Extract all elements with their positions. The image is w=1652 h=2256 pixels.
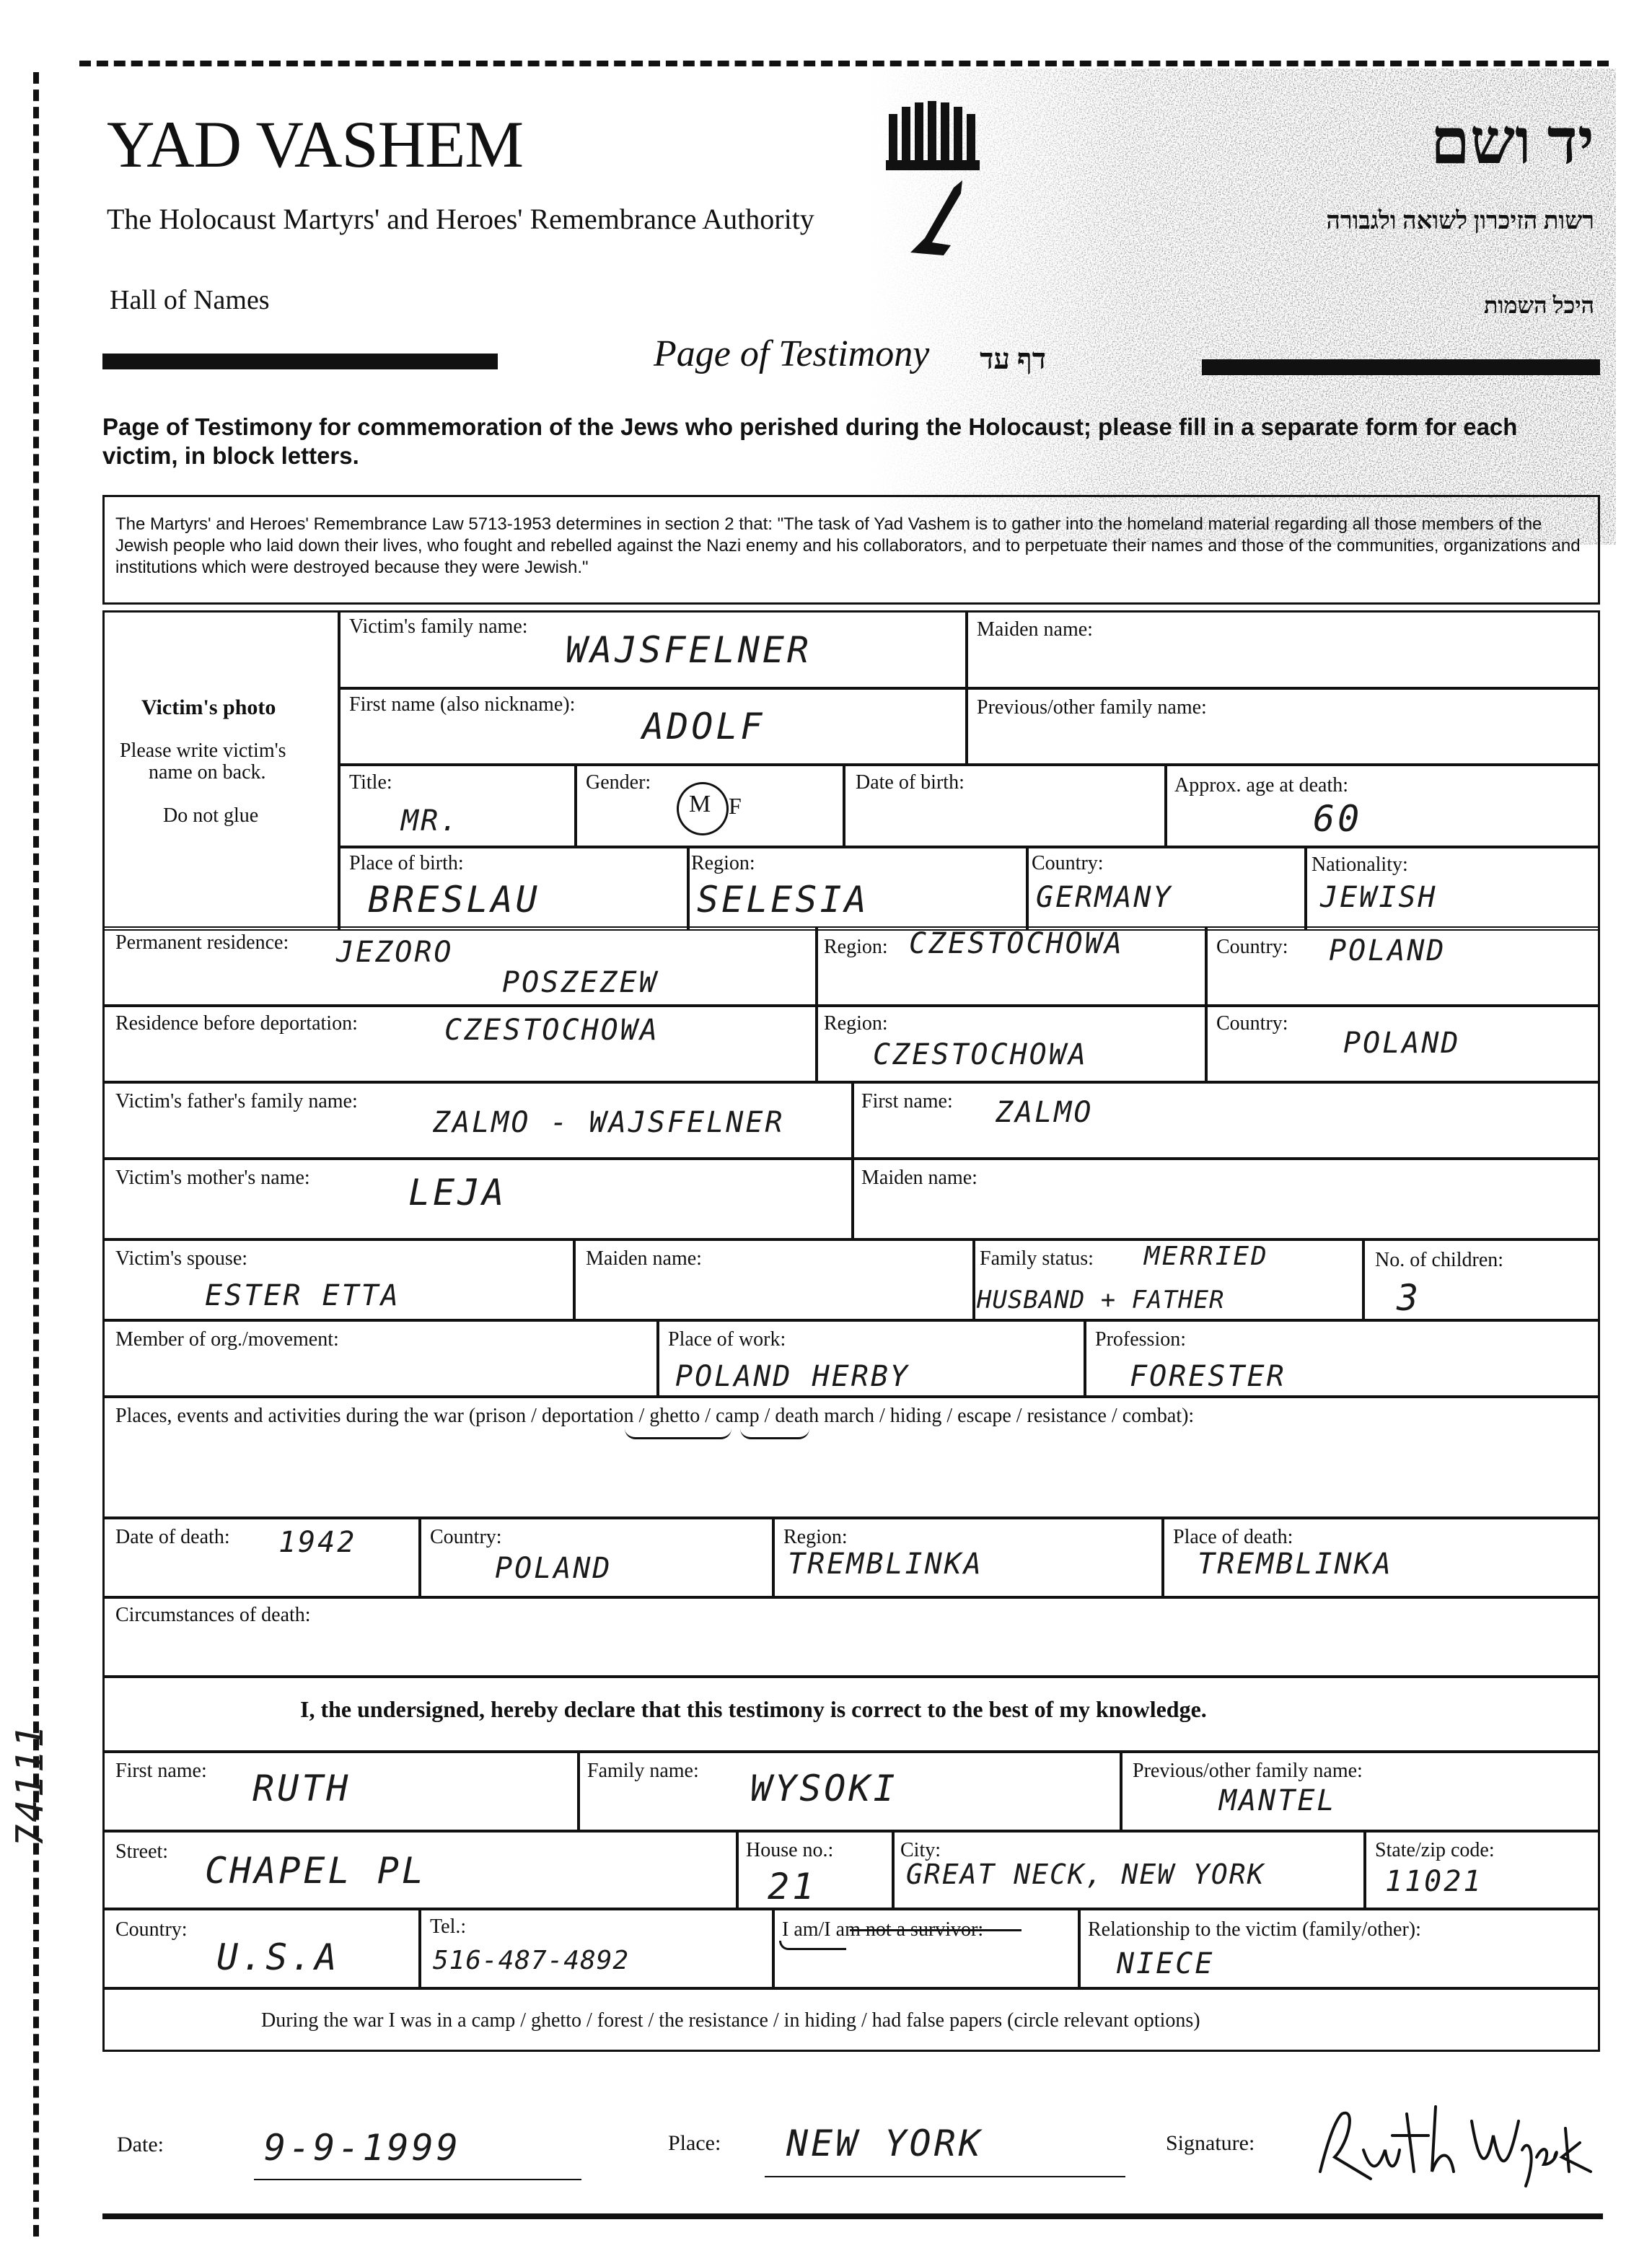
children-label: No. of children: xyxy=(1375,1249,1504,1271)
res-country-value: POLAND xyxy=(1343,1027,1461,1060)
gender-f: F xyxy=(729,793,742,819)
pob-value: BRESLAU xyxy=(368,879,540,921)
family-name-label: Victim's family name: xyxy=(349,615,528,638)
sub-prev-label: Previous/other family name: xyxy=(1133,1760,1363,1782)
children-value: 3 xyxy=(1397,1277,1422,1319)
photo-title: Victim's photo xyxy=(141,695,276,719)
profession-value: FORESTER xyxy=(1130,1360,1286,1393)
spouse-maiden-label: Maiden name: xyxy=(586,1247,702,1270)
left-dashed-border xyxy=(33,72,39,2237)
spouse-label: Victim's spouse: xyxy=(115,1247,248,1270)
law-text: The Martyrs' and Heroes' Remembrance Law 5713-1953 determines in section 2 that: "The task of Yad Vashem is to gather into the homeland material regarding all those members of the Jewish people who laid down their lives, who fought and rebelled against the Nazi enemy and his collaborators, and to perpetuate their names and those of the communities, organizations and institutions which were destroyed because they were Jewish." xyxy=(115,514,1581,577)
perm-country-label: Country: xyxy=(1216,936,1288,958)
country-label: Country: xyxy=(115,1918,188,1941)
pob-country-value: GERMANY xyxy=(1036,881,1173,914)
title-label: Title: xyxy=(349,771,392,794)
hebrew-name: יד ושם xyxy=(1430,107,1594,177)
title-value: MR. xyxy=(401,804,460,838)
maiden-name-label: Maiden name: xyxy=(977,618,1093,641)
family-name-value: WAJSFELNER xyxy=(566,629,812,671)
photo-line2: name on back. xyxy=(149,761,266,784)
place-label: Place: xyxy=(668,2131,721,2155)
place-death-value: TREMBLINKA xyxy=(1198,1548,1393,1581)
place-work-label: Place of work: xyxy=(668,1328,786,1351)
street-label: Street: xyxy=(115,1840,169,1863)
age-value: 60 xyxy=(1313,798,1363,840)
place-work-value: POLAND HERBY xyxy=(675,1360,910,1393)
survivor-label: I am/I am not a survivor: xyxy=(782,1918,984,1941)
relationship-value: NIECE xyxy=(1117,1947,1215,1980)
first-name-label: First name (also nickname): xyxy=(349,693,576,716)
death-country-value: POLAND xyxy=(495,1552,612,1585)
pob-country-label: Country: xyxy=(1032,852,1104,874)
nationality-value: JEWISH xyxy=(1320,881,1438,914)
death-country-label: Country: xyxy=(430,1526,502,1548)
res-region-label: Region: xyxy=(824,1012,888,1035)
survivor-strikethrough xyxy=(850,1929,1021,1931)
during-war-label: During the war I was in a camp / ghetto / forest / the resistance / in hiding / had false papers (circle relevant options) xyxy=(261,2009,1200,2032)
city-value: GREAT NECK, NEW YORK xyxy=(906,1858,1265,1890)
zip-label: State/zip code: xyxy=(1375,1839,1495,1861)
death-region-label: Region: xyxy=(783,1526,848,1548)
member-label: Member of org./movement: xyxy=(115,1328,339,1351)
relationship-label: Relationship to the victim (family/other): xyxy=(1088,1918,1421,1941)
top-dashed-border xyxy=(79,61,1609,66)
date-death-label: Date of death: xyxy=(115,1526,230,1548)
ghetto-underline xyxy=(740,1428,809,1439)
form-title: Page of Testimony xyxy=(654,333,930,374)
org-subtitle: The Holocaust Martyrs' and Heroes' Remembrance Authority xyxy=(107,203,814,235)
pob-region-value: SELESIA xyxy=(697,879,869,921)
gender-m: M xyxy=(689,791,711,817)
profession-label: Profession: xyxy=(1095,1328,1186,1351)
perm-res-line2: POSZEZEW xyxy=(502,966,659,999)
photo-line1: Please write victim's xyxy=(120,739,286,762)
perm-region-label: Region: xyxy=(824,936,888,958)
pob-region-label: Region: xyxy=(691,852,755,874)
gender-label: Gender: xyxy=(586,771,651,794)
perm-res-line1: JEZORO xyxy=(336,936,454,969)
house-value: 21 xyxy=(768,1866,817,1908)
perm-country-value: POLAND xyxy=(1329,934,1446,967)
bottom-bar xyxy=(102,2213,1603,2219)
age-label: Approx. age at death: xyxy=(1174,774,1349,796)
house-label: House no.: xyxy=(746,1839,834,1861)
places-label: Places, events and activities during the war (prison / deportation / ghetto / camp / death march / hiding / escape / resistance / combat): xyxy=(115,1405,1195,1427)
hebrew-hall: היכל השמות xyxy=(1483,292,1594,318)
street-value: CHAPEL PL xyxy=(205,1850,426,1892)
hebrew-subtitle: רשות הזיכרון לשואה ולגבורה xyxy=(1326,208,1594,234)
mother-label: Victim's mother's name: xyxy=(115,1167,310,1189)
father-first-value: ZALMO xyxy=(996,1096,1094,1129)
city-label: City: xyxy=(900,1839,941,1861)
father-first-cell[interactable] xyxy=(853,1082,1600,1159)
header-bar-left xyxy=(102,354,498,369)
place-line xyxy=(765,2176,1125,2177)
tel-value: 516-487-4892 xyxy=(433,1946,630,1975)
spouse-value: ESTER ETTA xyxy=(205,1279,400,1312)
perm-region-value: CZESTOCHOWA xyxy=(909,927,1124,960)
death-region-value: TREMBLINKA xyxy=(788,1548,983,1581)
form-title-hebrew: דף עד xyxy=(980,343,1046,375)
margin-note: 74111 xyxy=(9,1723,52,1847)
photo-line3: Do not glue xyxy=(163,804,259,827)
circumstances-cell[interactable] xyxy=(102,1597,1600,1677)
father-label: Victim's father's family name: xyxy=(115,1090,358,1112)
res-before-value: CZESTOCHOWA xyxy=(444,1014,659,1047)
first-name-value: ADOLF xyxy=(642,706,765,747)
date-line xyxy=(254,2179,581,2180)
zip-value: 11021 xyxy=(1385,1865,1483,1898)
yad-vashem-logo xyxy=(882,101,990,267)
place-value: NEW YORK xyxy=(786,2123,983,2164)
sub-first-label: First name: xyxy=(115,1760,207,1782)
prev-family-label: Previous/other family name: xyxy=(977,696,1207,719)
dob-label: Date of birth: xyxy=(856,771,965,794)
hall-of-names: Hall of Names xyxy=(110,285,270,315)
father-value: ZALMO - WAJSFELNER xyxy=(433,1106,785,1139)
sub-prev-value: MANTEL xyxy=(1219,1784,1337,1817)
family-status-label: Family status: xyxy=(980,1247,1094,1270)
sub-family-value: WYSOKI xyxy=(750,1768,898,1809)
res-country-label: Country: xyxy=(1216,1012,1288,1035)
intro-text: Page of Testimony for commemoration of the Jews who perished during the Holocaust; please fill in a separate form for each victim, in block letters. xyxy=(102,413,1518,469)
father-first-label: First name: xyxy=(861,1090,953,1112)
signature-label: Signature: xyxy=(1166,2131,1255,2155)
res-region-value: CZESTOCHOWA xyxy=(873,1038,1088,1071)
res-before-label: Residence before deportation: xyxy=(115,1012,358,1035)
i-am-underline xyxy=(779,1941,846,1950)
family-status-line2: HUSBAND + FATHER xyxy=(977,1286,1225,1314)
tel-label: Tel.: xyxy=(430,1915,467,1938)
date-value: 9-9-1999 xyxy=(264,2127,461,2169)
signature-mark xyxy=(1306,2092,1609,2193)
date-death-value: 1942 xyxy=(278,1526,357,1559)
circumstances-label: Circumstances of death: xyxy=(115,1604,311,1626)
family-status-line1: MERRIED xyxy=(1144,1242,1269,1271)
date-label: Date: xyxy=(117,2133,164,2156)
sub-family-label: Family name: xyxy=(587,1760,699,1782)
pob-label: Place of birth: xyxy=(349,852,464,874)
perm-res-label: Permanent residence: xyxy=(115,931,289,954)
mother-value: LEJA xyxy=(408,1172,507,1213)
sub-first-value: RUTH xyxy=(252,1768,351,1809)
declaration-text: I, the undersigned, hereby declare that this testimony is correct to the best of my knowledge. xyxy=(300,1696,1207,1722)
header-bar-right xyxy=(1202,359,1600,375)
deportation-underline xyxy=(625,1428,731,1439)
org-name: YAD VASHEM xyxy=(107,107,524,181)
nationality-label: Nationality: xyxy=(1312,853,1408,876)
place-death-label: Place of death: xyxy=(1173,1526,1293,1548)
mother-maiden-label: Maiden name: xyxy=(861,1167,977,1189)
country-value: U.S.A xyxy=(216,1936,340,1978)
